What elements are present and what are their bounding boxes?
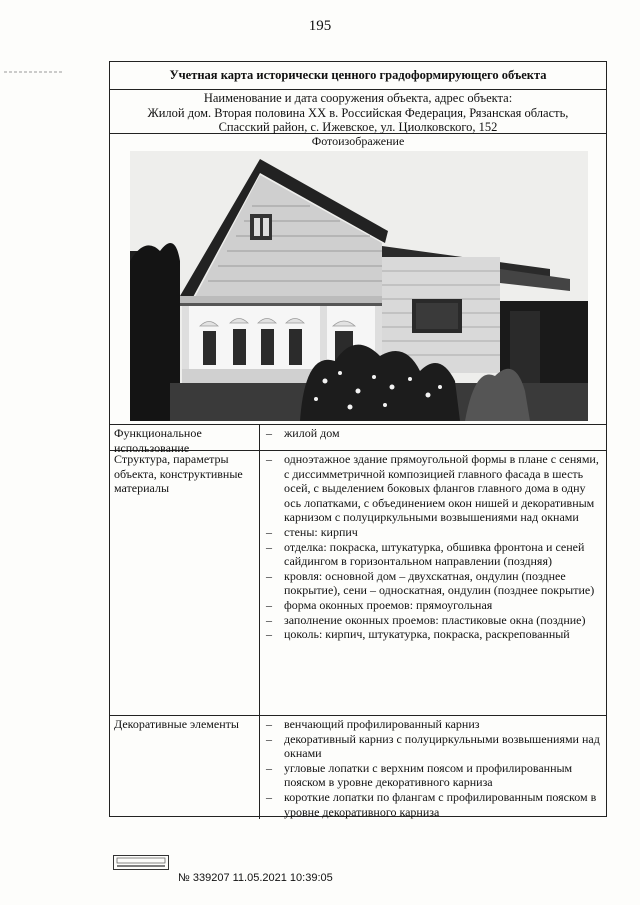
structure-label: Структура, параметры объекта, конструктивные материалы: [110, 451, 260, 715]
list-item-text: одноэтажное здание прямоугольной формы в плане с сенями, с диссимметричной композицией главного фасада в шесть осей, с выделением боковых флангов главного дома в одну ось лопатками, с объединением окон нишей и декоративным карнизом с полуциркульными возвышениями над окнами: [284, 452, 599, 525]
structure-row: [110, 451, 606, 716]
photo-label: Фотоизображение: [311, 134, 405, 148]
dash-glyph: –: [266, 426, 272, 440]
list-item: [266, 426, 602, 441]
list-item-text: кровля: основной дом – двухскатная, ондулин (позднее покрытие), сени – односкатная, ондулин (позднее покрытие): [284, 568, 595, 598]
dash-glyph: –: [266, 452, 272, 466]
scan-margin-mark: [4, 70, 64, 74]
dash-glyph: –: [266, 524, 272, 539]
list-item-text: форма оконных проемов: прямоугольная: [284, 597, 493, 612]
dash-glyph: –: [266, 760, 272, 775]
list-item: [266, 732, 602, 761]
list-item: [266, 540, 602, 569]
structure-list: [260, 451, 606, 715]
decorative-label: Декоративные элементы: [110, 716, 260, 819]
list-item: [266, 717, 602, 732]
list-item-text: декоративный карниз с полуциркульными возвышениями над окнами: [284, 731, 600, 761]
list-item: [266, 613, 602, 628]
list-item-text: заполнение оконных проемов: пластиковые окна (поздние): [284, 612, 586, 627]
document-signature-id: № 339207 11.05.2021 10:39:05: [178, 872, 333, 884]
list-item: [266, 790, 602, 819]
functional-use-value: [260, 425, 606, 450]
list-item-text: стены: кирпич: [284, 524, 358, 539]
address-line: Наименование и дата сооружения объекта, адрес объекта:: [203, 91, 513, 105]
list-item: [266, 452, 602, 525]
list-item: [266, 761, 602, 790]
dash-glyph: –: [266, 717, 272, 731]
page-number: 195: [308, 18, 332, 34]
decorative-row: [110, 716, 606, 819]
list-item-text: отделка: покраска, штукатурка, обшивка фронтона и сеней сайдингом в горизонтальном направлении (поздняя): [284, 539, 585, 569]
dash-glyph: –: [266, 539, 272, 554]
address-line: Жилой дом. Вторая половина XX в. Российская Федерация, Рязанская область,: [147, 105, 569, 120]
object-address: [110, 90, 606, 134]
list-item: [266, 525, 602, 540]
dash-glyph: –: [266, 597, 272, 612]
dash-glyph: –: [266, 568, 272, 583]
list-item-text: короткие лопатки по флангам с профилированным пояском в уровне декоративного карниза: [284, 789, 597, 819]
government-stamp-icon: [113, 855, 169, 870]
dash-glyph: –: [266, 731, 272, 746]
list-item-text: угловые лопатки с верхним поясом и профилированным пояском в уровне декоративного карниза: [284, 760, 573, 790]
address-line: Спасский район, с. Ижевское, ул. Циолковского, 152: [218, 120, 498, 134]
dash-glyph: –: [266, 627, 272, 642]
list-item: [266, 569, 602, 598]
list-item: [266, 598, 602, 613]
dash-glyph: –: [266, 612, 272, 627]
card-title: Учетная карта исторически ценного градоформирующего объекта: [110, 62, 606, 90]
functional-use-row: [110, 425, 606, 455]
decorative-list: [260, 716, 606, 819]
house-photo: [130, 151, 588, 421]
list-item-text: жилой дом: [284, 426, 340, 440]
dash-glyph: –: [266, 789, 272, 804]
functional-use-label: Функциональное использование: [110, 425, 260, 450]
photo-section: [110, 134, 606, 425]
list-item: [266, 627, 602, 642]
list-item-text: цоколь: кирпич, штукатурка, покраска, раскрепованный: [284, 627, 570, 642]
list-item-text: венчающий профилированный карниз: [284, 717, 480, 731]
registration-card: [109, 61, 607, 817]
